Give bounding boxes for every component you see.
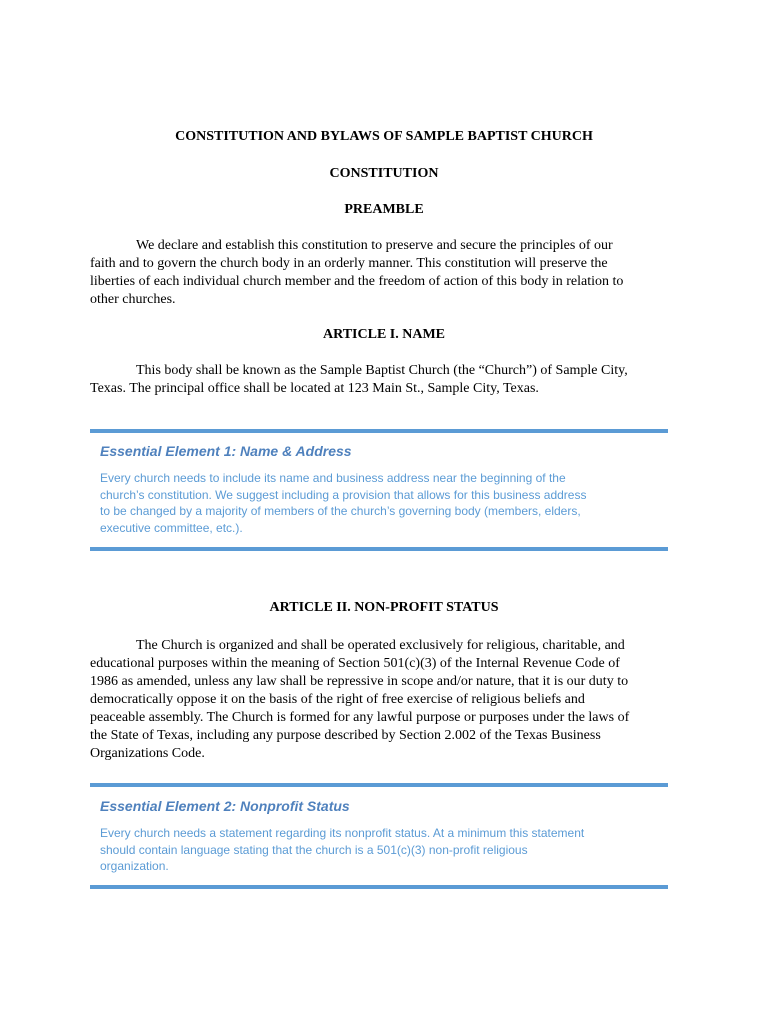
article-2-heading: ARTICLE II. NON-PROFIT STATUS	[269, 600, 499, 615]
document-title: CONSTITUTION AND BYLAWS OF SAMPLE BAPTIST CHURCH	[175, 129, 593, 144]
callout-line: organization.	[100, 859, 169, 873]
article-2-line: peaceable assembly. The Church is formed for any lawful purpose or purposes under the laws of	[90, 710, 630, 725]
article-2-line: democratically oppose it on the basis of the right of free exercise of religious beliefs and	[90, 692, 585, 707]
article-2-paragraph	[90, 637, 670, 763]
callout-line: should contain language stating that the church is a 501(c)(3) non-profit religious	[100, 842, 528, 857]
essential-element-2-callout	[90, 783, 668, 889]
article-2-line: Organizations Code.	[90, 746, 205, 761]
preamble-line: We declare and establish this constitution to preserve and secure the principles of our	[136, 238, 613, 253]
essential-element-2-title: Essential Element 2: Nonprofit Status	[100, 798, 350, 814]
article-2-line: 1986 as amended, unless any law shall be repressive in scope and/or nature, that it is our duty to	[90, 674, 629, 689]
constitution-heading: CONSTITUTION	[329, 166, 439, 181]
callout-line: Every church needs a statement regarding its nonprofit status. At a minimum this statement	[100, 826, 585, 840]
article-2-line: educational purposes within the meaning of Section 501(c)(3) of the Internal Revenue Code of	[90, 656, 620, 671]
essential-element-1-callout	[90, 429, 668, 551]
essential-element-2-body	[100, 825, 665, 875]
preamble-paragraph	[90, 237, 670, 309]
preamble-heading: PREAMBLE	[344, 202, 424, 217]
article-1-paragraph	[90, 362, 670, 398]
essential-element-1-body	[100, 470, 665, 536]
preamble-line: other churches.	[90, 292, 176, 307]
preamble-line: liberties of each individual church member and the freedom of action of this body in relation to	[90, 274, 624, 289]
callout-line: church’s constitution. We suggest including a provision that allows for this business address	[100, 487, 587, 502]
article-1-heading: ARTICLE I. NAME	[322, 327, 446, 342]
article-2-line: the State of Texas, including any purpose described by Section 2.002 of the Texas Business	[90, 728, 601, 743]
article-2-line: The Church is organized and shall be operated exclusively for religious, charitable, and	[136, 638, 625, 653]
callout-line: Every church needs to include its name and business address near the beginning of the	[100, 471, 566, 485]
callout-line: to be changed by a majority of members of the church’s governing body (members, elders,	[100, 504, 581, 518]
callout-line: executive committee, etc.).	[100, 520, 243, 535]
essential-element-1-title: Essential Element 1: Name & Address	[100, 443, 352, 459]
article-1-line: Texas. The principal office shall be located at 123 Main St., Sample City, Texas.	[90, 381, 539, 396]
preamble-line: faith and to govern the church body in an orderly manner. This constitution will preserve the	[90, 256, 608, 271]
article-1-line: This body shall be known as the Sample Baptist Church (the “Church”) of Sample City,	[136, 363, 628, 378]
